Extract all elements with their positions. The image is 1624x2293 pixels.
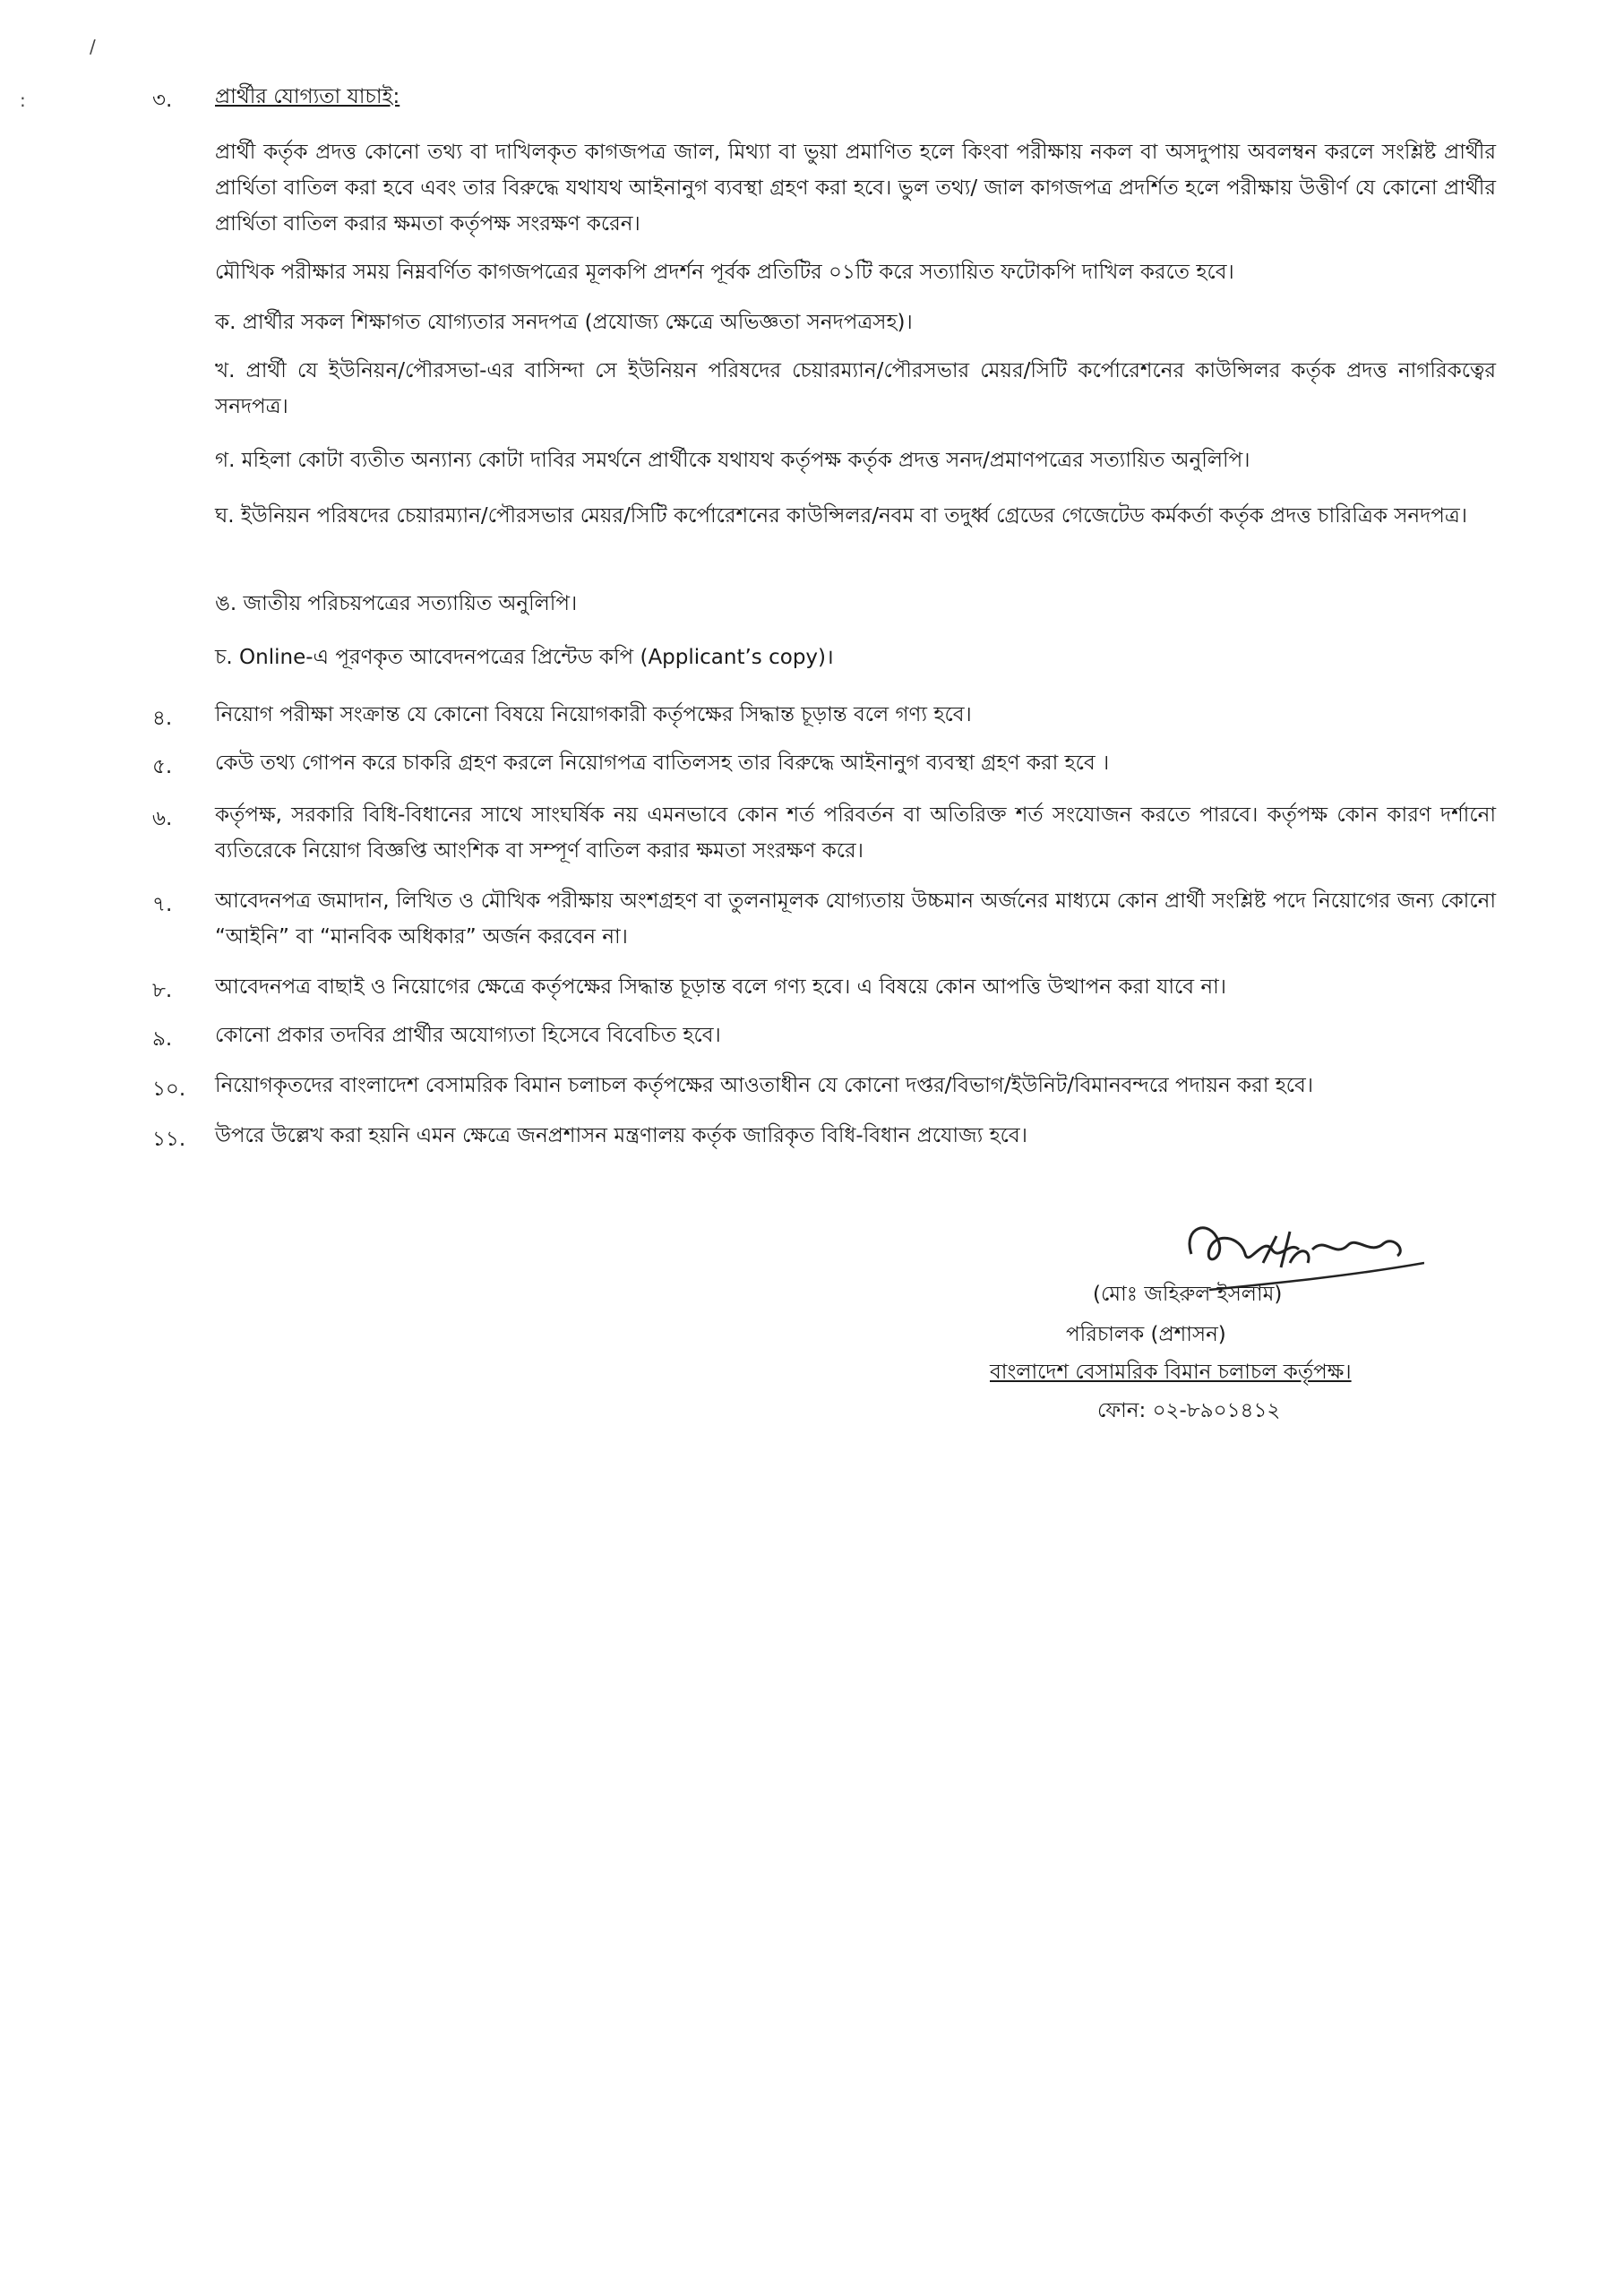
section-3-heading: প্রার্থীর যোগ্যতা যাচাই:	[215, 85, 400, 108]
signatory-name: (মোঃ জহিরুল ইসলাম)	[1093, 1283, 1283, 1306]
item-number: ১১.	[152, 1128, 186, 1151]
item-number: ৮.	[152, 979, 173, 1002]
item-text: কেউ তথ্য গোপন করে চাকরি গ্রহণ করলে নিয়োগপত্র বাতিলসহ তার বিরুদ্ধে আইনানুগ ব্যবস্থা গ্রহণ করা হবে ।	[215, 751, 1110, 775]
sub-item-cha: চ. Online-এ পূরণকৃত আবেদনপত্রের প্রিন্টেড কপি (Applicant’s copy)।	[215, 646, 834, 669]
sub-item-umo: ঙ. জাতীয় পরিচয়পত্রের সত্যায়িত অনুলিপি।	[215, 592, 578, 615]
item-number: ৭.	[152, 893, 173, 916]
sub-item-ka: ক. প্রার্থীর সকল শিক্ষাগত যোগ্যতার সনদপত্র (প্রযোজ্য ক্ষেত্রে অভিজ্ঞতা সনদপত্রসহ)।	[215, 311, 913, 334]
signatory-designation: পরিচালক (প্রশাসন)	[1066, 1323, 1226, 1346]
section-3-paragraph-2: মৌখিক পরীক্ষার সময় নিম্নবর্ণিত কাগজপত্রের মূলকপি প্রদর্শন পূর্বক প্রতিটির ০১টি করে সত্যায়িত ফটোকপি দাখিল করতে হবে।	[215, 261, 1234, 284]
scan-mark: /	[90, 36, 96, 57]
section-3-paragraph-1: প্রার্থী কর্তৃক প্রদত্ত কোনো তথ্য বা দাখিলকৃত কাগজপত্র জাল, মিথ্যা বা ভুয়া প্রমাণিত হলে কিংবা পরীক্ষায় নকল বা অসদুপায় অবলম্বন করলে সংশ্লিষ্ট প্রার্থীর প্রার্থিতা বাতিল করা হবে এবং তার বিরুদ্ধে যথাযথ আইনানুগ ব্যবস্থা গ্রহণ করা হবে। ভুল তথ্য/ জাল কাগজপত্র প্রদর্শিত হলে পরীক্ষায় উত্তীর্ণ যে কোনো প্রার্থীর প্রার্থিতা বাতিল করার ক্ষমতা কর্তৃপক্ষ সংরক্ষণ করেন।	[215, 141, 1496, 236]
item-text: আবেদনপত্র বাছাই ও নিয়োগের ক্ষেত্রে কর্তৃপক্ষের সিদ্ধান্ত চূড়ান্ত বলে গণ্য হবে। এ বিষয়ে কোন আপত্তি উত্থাপন করা যাবে না।	[215, 975, 1226, 999]
item-number: ৪.	[152, 707, 173, 730]
item-number: ৫.	[152, 755, 173, 778]
item-text: কর্তৃপক্ষ, সরকারি বিধি-বিধানের সাথে সাংঘর্ষিক নয় এমনভাবে কোন শর্ত পরিবর্তন বা অতিরিক্ত শর্ত সংযোজন করতে পারবে। কর্তৃপক্ষ কোন কারণ দর্শানো ব্যতিরেকে নিয়োগ বিজ্ঞপ্তি আংশিক বা সম্পূর্ণ বাতিল করার ক্ষমতা সংরক্ষণ করে।	[215, 803, 1496, 863]
item-text: কোনো প্রকার তদবির প্রার্থীর অযোগ্যতা হিসেবে বিবেচিত হবে।	[215, 1024, 721, 1047]
section-3-number: ৩.	[152, 89, 173, 112]
sub-item-gha: ঘ. ইউনিয়ন পরিষদের চেয়ারম্যান/পৌরসভার মেয়র/সিটি কর্পোরেশনের কাউন্সিলর/নবম বা তদুর্ধ্ব গ্রেডের গেজেটেড কর্মকর্তা কর্তৃক প্রদত্ত চারিত্রিক সনদপত্র।	[215, 504, 1467, 528]
item-text: নিয়োগ পরীক্ষা সংক্রান্ত যে কোনো বিষয়ে নিয়োগকারী কর্তৃপক্ষের সিদ্ধান্ত চূড়ান্ত বলে গণ্য হবে।	[215, 703, 972, 726]
item-number: ৬.	[152, 807, 173, 830]
item-number: ১০.	[152, 1078, 186, 1101]
sub-item-kha: খ. প্রার্থী যে ইউনিয়ন/পৌরসভা-এর বাসিন্দা সে ইউনিয়ন পরিষদের চেয়ারম্যান/পৌরসভার মেয়র/সিটি কর্পোরেশনের কাউন্সিলর কর্তৃক প্রদত্ত নাগরিকত্বের সনদপত্র।	[215, 359, 1496, 418]
item-number: ৯.	[152, 1027, 173, 1051]
signatory-organization: বাংলাদেশ বেসামরিক বিমান চলাচল কর্তৃপক্ষ।	[990, 1361, 1352, 1384]
item-text: নিয়োগকৃতদের বাংলাদেশ বেসামরিক বিমান চলাচল কর্তৃপক্ষের আওতাধীন যে কোনো দপ্তর/বিভাগ/ইউনিট/বিমানবন্দরে পদায়ন করা হবে।	[215, 1074, 1314, 1097]
signatory-phone: ফোন: ০২-৮৯০১৪১২	[1097, 1399, 1281, 1422]
item-text: আবেদনপত্র জমাদান, লিখিত ও মৌখিক পরীক্ষায় অংশগ্রহণ বা তুলনামূলক যোগ্যতায় উচ্চমান অর্জনের মাধ্যমে কোন প্রার্থী সংশ্লিষ্ট পদে নিয়োগের জন্য কোনো “আইনি” বা “মানবিক অধিকার” অর্জন করবেন না।	[215, 889, 1496, 949]
sub-item-ga: গ. মহিলা কোটা ব্যতীত অন্যান্য কোটা দাবির সমর্থনে প্রার্থীকে যথাযথ কর্তৃপক্ষ কর্তৃক প্রদত্ত সনদ/প্রমাণপত্রের সত্যায়িত অনুলিপি।	[215, 449, 1250, 472]
scan-mark: :	[20, 90, 26, 111]
item-text: উপরে উল্লেখ করা হয়নি এমন ক্ষেত্রে জনপ্রশাসন মন্ত্রণালয় কর্তৃক জারিকৃত বিধি-বিধান প্রযোজ্য হবে।	[215, 1124, 1027, 1147]
